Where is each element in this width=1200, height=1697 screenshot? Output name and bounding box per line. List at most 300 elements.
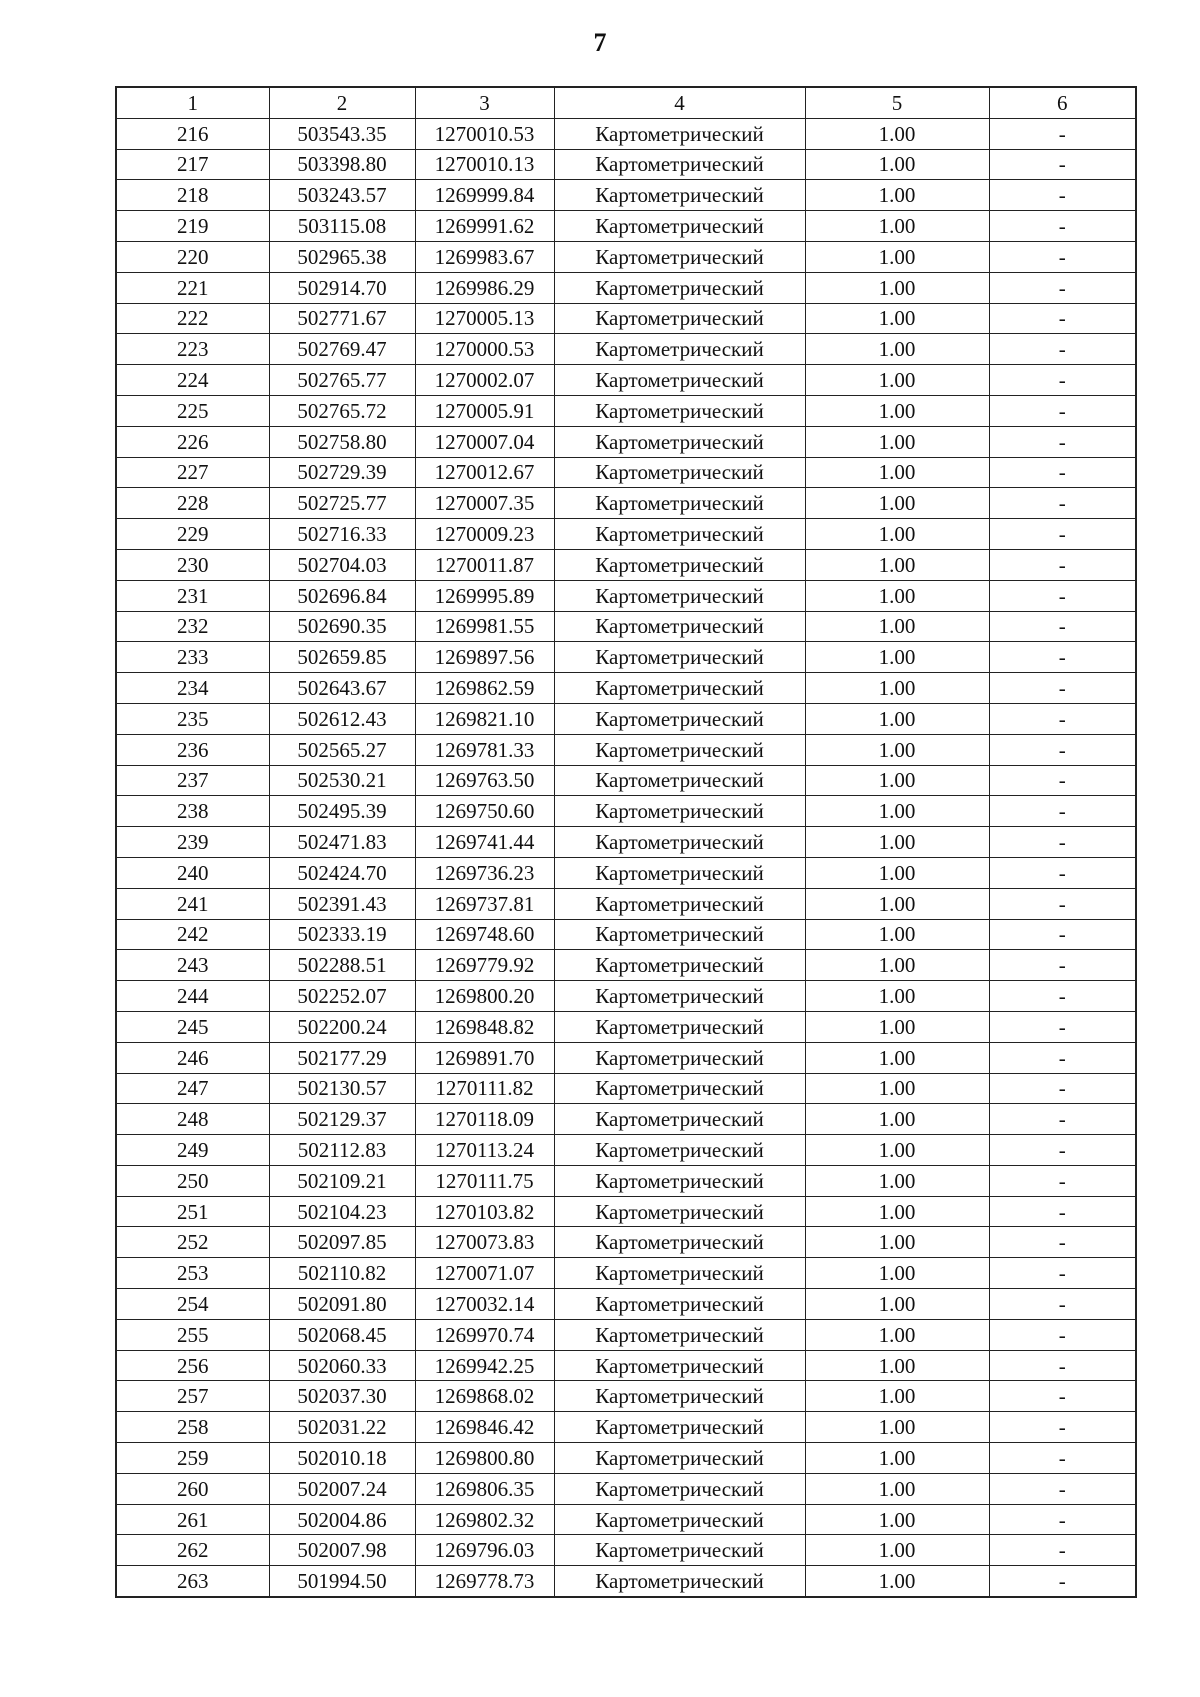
description-cell: - — [989, 1412, 1136, 1443]
point-number-cell: 249 — [116, 1135, 269, 1166]
method-cell: Картометрический — [554, 703, 805, 734]
description-cell: - — [989, 1350, 1136, 1381]
point-number-cell: 240 — [116, 857, 269, 888]
x-coordinate-cell: 502716.33 — [269, 519, 415, 550]
point-number-cell: 250 — [116, 1165, 269, 1196]
y-coordinate-cell: 1269862.59 — [415, 673, 554, 704]
method-cell: Картометрический — [554, 395, 805, 426]
y-coordinate-cell: 1270005.91 — [415, 395, 554, 426]
y-coordinate-cell: 1270073.83 — [415, 1227, 554, 1258]
y-coordinate-cell: 1270005.13 — [415, 303, 554, 334]
accuracy-cell: 1.00 — [805, 1196, 989, 1227]
description-cell: - — [989, 1566, 1136, 1597]
accuracy-cell: 1.00 — [805, 457, 989, 488]
accuracy-cell: 1.00 — [805, 488, 989, 519]
x-coordinate-cell: 502424.70 — [269, 857, 415, 888]
table-row — [116, 642, 1136, 673]
method-cell: Картометрический — [554, 611, 805, 642]
description-cell: - — [989, 857, 1136, 888]
accuracy-cell: 1.00 — [805, 734, 989, 765]
description-cell: - — [989, 796, 1136, 827]
accuracy-cell: 1.00 — [805, 1443, 989, 1474]
description-cell: - — [989, 1165, 1136, 1196]
point-number-cell: 224 — [116, 365, 269, 396]
point-number-cell: 226 — [116, 426, 269, 457]
description-cell: - — [989, 1289, 1136, 1320]
y-coordinate-cell: 1269846.42 — [415, 1412, 554, 1443]
y-coordinate-cell: 1270103.82 — [415, 1196, 554, 1227]
description-cell: - — [989, 118, 1136, 149]
method-cell: Картометрический — [554, 549, 805, 580]
accuracy-cell: 1.00 — [805, 580, 989, 611]
table-row — [116, 395, 1136, 426]
table-row — [116, 1196, 1136, 1227]
method-cell: Картометрический — [554, 334, 805, 365]
point-number-cell: 236 — [116, 734, 269, 765]
point-number-cell: 241 — [116, 888, 269, 919]
accuracy-cell: 1.00 — [805, 919, 989, 950]
x-coordinate-cell: 502333.19 — [269, 919, 415, 950]
description-cell: - — [989, 457, 1136, 488]
point-number-cell: 252 — [116, 1227, 269, 1258]
method-cell: Картометрический — [554, 1073, 805, 1104]
y-coordinate-cell: 1269848.82 — [415, 1011, 554, 1042]
description-cell: - — [989, 950, 1136, 981]
method-cell: Картометрический — [554, 1258, 805, 1289]
table-row — [116, 1381, 1136, 1412]
column-header-4: 4 — [554, 87, 805, 118]
method-cell: Картометрический — [554, 1443, 805, 1474]
method-cell: Картометрический — [554, 1566, 805, 1597]
description-cell: - — [989, 1227, 1136, 1258]
x-coordinate-cell: 502252.07 — [269, 981, 415, 1012]
method-cell: Картометрический — [554, 919, 805, 950]
point-number-cell: 232 — [116, 611, 269, 642]
y-coordinate-cell: 1269796.03 — [415, 1535, 554, 1566]
method-cell: Картометрический — [554, 1289, 805, 1320]
point-number-cell: 258 — [116, 1412, 269, 1443]
point-number-cell: 262 — [116, 1535, 269, 1566]
table-row — [116, 1042, 1136, 1073]
method-cell: Картометрический — [554, 1011, 805, 1042]
y-coordinate-cell: 1269778.73 — [415, 1566, 554, 1597]
y-coordinate-cell: 1269763.50 — [415, 765, 554, 796]
description-cell: - — [989, 1042, 1136, 1073]
x-coordinate-cell: 502007.24 — [269, 1473, 415, 1504]
method-cell: Картометрический — [554, 673, 805, 704]
y-coordinate-cell: 1269741.44 — [415, 827, 554, 858]
method-cell: Картометрический — [554, 1504, 805, 1535]
x-coordinate-cell: 502565.27 — [269, 734, 415, 765]
x-coordinate-cell: 503115.08 — [269, 211, 415, 242]
method-cell: Картометрический — [554, 1412, 805, 1443]
method-cell: Картометрический — [554, 827, 805, 858]
point-number-cell: 245 — [116, 1011, 269, 1042]
accuracy-cell: 1.00 — [805, 703, 989, 734]
table-row — [116, 365, 1136, 396]
point-number-cell: 263 — [116, 1566, 269, 1597]
point-number-cell: 234 — [116, 673, 269, 704]
accuracy-cell: 1.00 — [805, 1165, 989, 1196]
table-row — [116, 1535, 1136, 1566]
x-coordinate-cell: 502097.85 — [269, 1227, 415, 1258]
point-number-cell: 260 — [116, 1473, 269, 1504]
method-cell: Картометрический — [554, 796, 805, 827]
method-cell: Картометрический — [554, 1381, 805, 1412]
method-cell: Картометрический — [554, 1227, 805, 1258]
y-coordinate-cell: 1270007.35 — [415, 488, 554, 519]
table-row — [116, 1011, 1136, 1042]
method-cell: Картометрический — [554, 457, 805, 488]
accuracy-cell: 1.00 — [805, 1258, 989, 1289]
method-cell: Картометрический — [554, 519, 805, 550]
point-number-cell: 221 — [116, 272, 269, 303]
description-cell: - — [989, 1535, 1136, 1566]
page-number: 7 — [593, 28, 607, 57]
point-number-cell: 238 — [116, 796, 269, 827]
table-row — [116, 580, 1136, 611]
description-cell: - — [989, 1443, 1136, 1474]
y-coordinate-cell: 1269806.35 — [415, 1473, 554, 1504]
table-row — [116, 1104, 1136, 1135]
point-number-cell: 220 — [116, 241, 269, 272]
accuracy-cell: 1.00 — [805, 950, 989, 981]
table-row — [116, 919, 1136, 950]
x-coordinate-cell: 502643.67 — [269, 673, 415, 704]
description-cell: - — [989, 519, 1136, 550]
table-row — [116, 1350, 1136, 1381]
y-coordinate-cell: 1270113.24 — [415, 1135, 554, 1166]
table-row — [116, 303, 1136, 334]
accuracy-cell: 1.00 — [805, 549, 989, 580]
accuracy-cell: 1.00 — [805, 642, 989, 673]
table-row — [116, 1227, 1136, 1258]
method-cell: Картометрический — [554, 149, 805, 180]
point-number-cell: 216 — [116, 118, 269, 149]
x-coordinate-cell: 502758.80 — [269, 426, 415, 457]
table-row — [116, 1165, 1136, 1196]
x-coordinate-cell: 502391.43 — [269, 888, 415, 919]
x-coordinate-cell: 502769.47 — [269, 334, 415, 365]
accuracy-cell: 1.00 — [805, 1566, 989, 1597]
point-number-cell: 218 — [116, 180, 269, 211]
table-row — [116, 796, 1136, 827]
description-cell: - — [989, 1381, 1136, 1412]
method-cell: Картометрический — [554, 1042, 805, 1073]
table-row — [116, 1566, 1136, 1597]
accuracy-cell: 1.00 — [805, 857, 989, 888]
table-row — [116, 827, 1136, 858]
x-coordinate-cell: 502965.38 — [269, 241, 415, 272]
description-cell: - — [989, 365, 1136, 396]
y-coordinate-cell: 1270010.13 — [415, 149, 554, 180]
x-coordinate-cell: 502177.29 — [269, 1042, 415, 1073]
y-coordinate-cell: 1269942.25 — [415, 1350, 554, 1381]
table-row — [116, 180, 1136, 211]
y-coordinate-cell: 1269737.81 — [415, 888, 554, 919]
table-row — [116, 549, 1136, 580]
x-coordinate-cell: 502031.22 — [269, 1412, 415, 1443]
method-cell: Картометрический — [554, 888, 805, 919]
accuracy-cell: 1.00 — [805, 365, 989, 396]
method-cell: Картометрический — [554, 241, 805, 272]
x-coordinate-cell: 503543.35 — [269, 118, 415, 149]
description-cell: - — [989, 1104, 1136, 1135]
method-cell: Картометрический — [554, 1350, 805, 1381]
description-cell: - — [989, 488, 1136, 519]
method-cell: Картометрический — [554, 180, 805, 211]
accuracy-cell: 1.00 — [805, 149, 989, 180]
table-row — [116, 734, 1136, 765]
y-coordinate-cell: 1270009.23 — [415, 519, 554, 550]
table-row — [116, 857, 1136, 888]
point-number-cell: 231 — [116, 580, 269, 611]
x-coordinate-cell: 502109.21 — [269, 1165, 415, 1196]
accuracy-cell: 1.00 — [805, 334, 989, 365]
point-number-cell: 248 — [116, 1104, 269, 1135]
y-coordinate-cell: 1270118.09 — [415, 1104, 554, 1135]
description-cell: - — [989, 1258, 1136, 1289]
x-coordinate-cell: 502010.18 — [269, 1443, 415, 1474]
y-coordinate-cell: 1269986.29 — [415, 272, 554, 303]
point-number-cell: 230 — [116, 549, 269, 580]
x-coordinate-cell: 502696.84 — [269, 580, 415, 611]
y-coordinate-cell: 1270007.04 — [415, 426, 554, 457]
method-cell: Картометрический — [554, 365, 805, 396]
y-coordinate-cell: 1269736.23 — [415, 857, 554, 888]
x-coordinate-cell: 502659.85 — [269, 642, 415, 673]
table-row — [116, 611, 1136, 642]
y-coordinate-cell: 1269970.74 — [415, 1319, 554, 1350]
description-cell: - — [989, 703, 1136, 734]
description-cell: - — [989, 1473, 1136, 1504]
description-cell: - — [989, 334, 1136, 365]
point-number-cell: 229 — [116, 519, 269, 550]
y-coordinate-cell: 1269897.56 — [415, 642, 554, 673]
y-coordinate-cell: 1269868.02 — [415, 1381, 554, 1412]
point-number-cell: 242 — [116, 919, 269, 950]
description-cell: - — [989, 272, 1136, 303]
accuracy-cell: 1.00 — [805, 1381, 989, 1412]
accuracy-cell: 1.00 — [805, 1473, 989, 1504]
description-cell: - — [989, 611, 1136, 642]
table-row — [116, 334, 1136, 365]
x-coordinate-cell: 502612.43 — [269, 703, 415, 734]
method-cell: Картометрический — [554, 857, 805, 888]
accuracy-cell: 1.00 — [805, 1135, 989, 1166]
y-coordinate-cell: 1269981.55 — [415, 611, 554, 642]
column-header-1: 1 — [116, 87, 269, 118]
y-coordinate-cell: 1270002.07 — [415, 365, 554, 396]
table-row — [116, 1319, 1136, 1350]
table-row — [116, 765, 1136, 796]
description-cell: - — [989, 1073, 1136, 1104]
method-cell: Картометрический — [554, 1319, 805, 1350]
x-coordinate-cell: 502765.72 — [269, 395, 415, 426]
y-coordinate-cell: 1270010.53 — [415, 118, 554, 149]
method-cell: Картометрический — [554, 1104, 805, 1135]
x-coordinate-cell: 502288.51 — [269, 950, 415, 981]
description-cell: - — [989, 642, 1136, 673]
method-cell: Картометрический — [554, 765, 805, 796]
x-coordinate-cell: 502914.70 — [269, 272, 415, 303]
table-header — [116, 87, 1136, 118]
y-coordinate-cell: 1269748.60 — [415, 919, 554, 950]
x-coordinate-cell: 502130.57 — [269, 1073, 415, 1104]
x-coordinate-cell: 502690.35 — [269, 611, 415, 642]
point-number-cell: 254 — [116, 1289, 269, 1320]
description-cell: - — [989, 919, 1136, 950]
point-number-cell: 255 — [116, 1319, 269, 1350]
coordinates-table — [115, 86, 1137, 1598]
point-number-cell: 257 — [116, 1381, 269, 1412]
x-coordinate-cell: 502110.82 — [269, 1258, 415, 1289]
method-cell: Картометрический — [554, 488, 805, 519]
table-row — [116, 1412, 1136, 1443]
description-cell: - — [989, 827, 1136, 858]
method-cell: Картометрический — [554, 981, 805, 1012]
point-number-cell: 228 — [116, 488, 269, 519]
y-coordinate-cell: 1269891.70 — [415, 1042, 554, 1073]
table-row — [116, 211, 1136, 242]
x-coordinate-cell: 502091.80 — [269, 1289, 415, 1320]
table-row — [116, 1258, 1136, 1289]
description-cell: - — [989, 1135, 1136, 1166]
accuracy-cell: 1.00 — [805, 180, 989, 211]
accuracy-cell: 1.00 — [805, 1227, 989, 1258]
y-coordinate-cell: 1269750.60 — [415, 796, 554, 827]
table-row — [116, 981, 1136, 1012]
y-coordinate-cell: 1269999.84 — [415, 180, 554, 211]
accuracy-cell: 1.00 — [805, 1319, 989, 1350]
description-cell: - — [989, 303, 1136, 334]
description-cell: - — [989, 765, 1136, 796]
point-number-cell: 253 — [116, 1258, 269, 1289]
point-number-cell: 261 — [116, 1504, 269, 1535]
point-number-cell: 244 — [116, 981, 269, 1012]
point-number-cell: 235 — [116, 703, 269, 734]
method-cell: Картометрический — [554, 211, 805, 242]
header-row — [116, 87, 1136, 118]
x-coordinate-cell: 502704.03 — [269, 549, 415, 580]
table-row — [116, 426, 1136, 457]
y-coordinate-cell: 1269991.62 — [415, 211, 554, 242]
description-cell: - — [989, 673, 1136, 704]
method-cell: Картометрический — [554, 1135, 805, 1166]
table-row — [116, 488, 1136, 519]
description-cell: - — [989, 180, 1136, 211]
column-header-6: 6 — [989, 87, 1136, 118]
description-cell: - — [989, 211, 1136, 242]
table-row — [116, 118, 1136, 149]
description-cell: - — [989, 241, 1136, 272]
description-cell: - — [989, 1196, 1136, 1227]
point-number-cell: 259 — [116, 1443, 269, 1474]
description-cell: - — [989, 734, 1136, 765]
x-coordinate-cell: 503243.57 — [269, 180, 415, 211]
point-number-cell: 222 — [116, 303, 269, 334]
x-coordinate-cell: 502771.67 — [269, 303, 415, 334]
x-coordinate-cell: 502104.23 — [269, 1196, 415, 1227]
y-coordinate-cell: 1269983.67 — [415, 241, 554, 272]
point-number-cell: 217 — [116, 149, 269, 180]
x-coordinate-cell: 502495.39 — [269, 796, 415, 827]
method-cell: Картометрический — [554, 1473, 805, 1504]
point-number-cell: 239 — [116, 827, 269, 858]
accuracy-cell: 1.00 — [805, 673, 989, 704]
accuracy-cell: 1.00 — [805, 611, 989, 642]
table-row — [116, 519, 1136, 550]
accuracy-cell: 1.00 — [805, 796, 989, 827]
y-coordinate-cell: 1270012.67 — [415, 457, 554, 488]
accuracy-cell: 1.00 — [805, 1073, 989, 1104]
point-number-cell: 243 — [116, 950, 269, 981]
y-coordinate-cell: 1270000.53 — [415, 334, 554, 365]
x-coordinate-cell: 502530.21 — [269, 765, 415, 796]
description-cell: - — [989, 426, 1136, 457]
method-cell: Картометрический — [554, 950, 805, 981]
method-cell: Картометрический — [554, 272, 805, 303]
accuracy-cell: 1.00 — [805, 211, 989, 242]
table-row — [116, 950, 1136, 981]
y-coordinate-cell: 1270032.14 — [415, 1289, 554, 1320]
x-coordinate-cell: 502725.77 — [269, 488, 415, 519]
point-number-cell: 247 — [116, 1073, 269, 1104]
table-row — [116, 1473, 1136, 1504]
description-cell: - — [989, 1504, 1136, 1535]
y-coordinate-cell: 1269821.10 — [415, 703, 554, 734]
description-cell: - — [989, 1319, 1136, 1350]
x-coordinate-cell: 501994.50 — [269, 1566, 415, 1597]
accuracy-cell: 1.00 — [805, 888, 989, 919]
method-cell: Картометрический — [554, 426, 805, 457]
x-coordinate-cell: 502729.39 — [269, 457, 415, 488]
table-row — [116, 1443, 1136, 1474]
accuracy-cell: 1.00 — [805, 1042, 989, 1073]
x-coordinate-cell: 502471.83 — [269, 827, 415, 858]
column-header-5: 5 — [805, 87, 989, 118]
accuracy-cell: 1.00 — [805, 981, 989, 1012]
accuracy-cell: 1.00 — [805, 1412, 989, 1443]
y-coordinate-cell: 1270111.82 — [415, 1073, 554, 1104]
description-cell: - — [989, 888, 1136, 919]
method-cell: Картометрический — [554, 303, 805, 334]
y-coordinate-cell: 1270111.75 — [415, 1165, 554, 1196]
table-row — [116, 272, 1136, 303]
column-header-3: 3 — [415, 87, 554, 118]
method-cell: Картометрический — [554, 734, 805, 765]
table-row — [116, 703, 1136, 734]
point-number-cell: 251 — [116, 1196, 269, 1227]
description-cell: - — [989, 981, 1136, 1012]
x-coordinate-cell: 502037.30 — [269, 1381, 415, 1412]
point-number-cell: 256 — [116, 1350, 269, 1381]
point-number-cell: 246 — [116, 1042, 269, 1073]
accuracy-cell: 1.00 — [805, 1011, 989, 1042]
accuracy-cell: 1.00 — [805, 1350, 989, 1381]
x-coordinate-cell: 502007.98 — [269, 1535, 415, 1566]
y-coordinate-cell: 1269781.33 — [415, 734, 554, 765]
accuracy-cell: 1.00 — [805, 426, 989, 457]
column-header-2: 2 — [269, 87, 415, 118]
accuracy-cell: 1.00 — [805, 1104, 989, 1135]
x-coordinate-cell: 502112.83 — [269, 1135, 415, 1166]
point-number-cell: 223 — [116, 334, 269, 365]
x-coordinate-cell: 502765.77 — [269, 365, 415, 396]
accuracy-cell: 1.00 — [805, 1289, 989, 1320]
accuracy-cell: 1.00 — [805, 765, 989, 796]
point-number-cell: 219 — [116, 211, 269, 242]
